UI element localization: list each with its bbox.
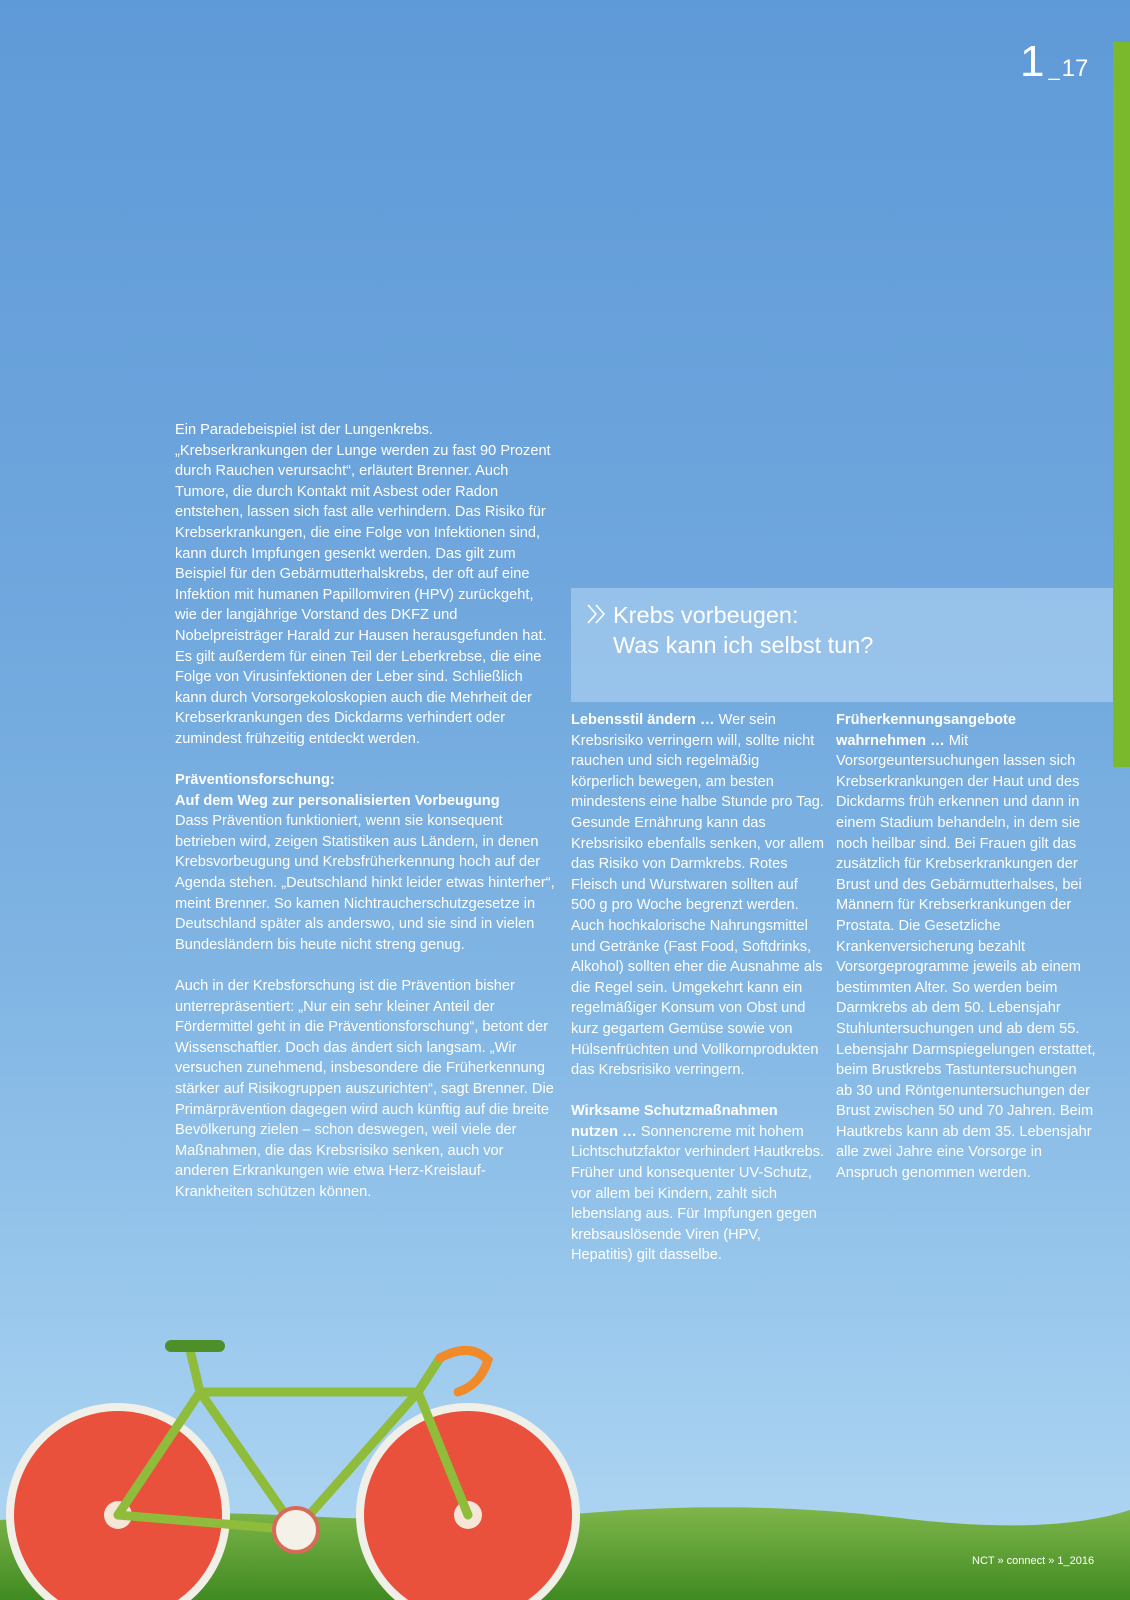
sidebar-column-middle bbox=[571, 710, 826, 1266]
sidebar-title-line-2: Was kann ich selbst tun? bbox=[613, 632, 874, 658]
tip-screening-lead: Früherkennungsangebote wahrnehmen … bbox=[836, 712, 1017, 749]
vegetable-bicycle-illustration bbox=[0, 1330, 600, 1600]
section-heading bbox=[175, 770, 557, 811]
page-number-value: 17 bbox=[1061, 55, 1089, 82]
tip-screening bbox=[836, 710, 1096, 1184]
paragraph-research: Auch in der Krebsforschung ist die Prävention bisher unterrepräsentiert: „Nur ein sehr kleiner Anteil der Fördermittel geht in die Präventionsforschung“, betont der Wissenschaftler. Doch das ändert sich langsam. „Wir versuchen zunehmend, insbesondere die Früherkennung stärker auf Risikogruppen auszurichten“, sagt Brenner. Die Primärprävention dagegen wird auch künftig auf die breite Bevölkerung zielen – schon deswegen, weil viele der Maßnahmen, die das Krebsrisiko senken, auch vor anderen Erkrankungen wie etwa Herz-Kreislauf-Krankheiten schützen können. bbox=[175, 978, 554, 1200]
tip-lifestyle-text: Wer sein Krebsrisiko verringern will, sollte nicht rauchen und sich regelmäßig körperlich bewegen, am besten mindestens eine halbe Stunde pro Tag. Gesunde Ernährung kann das Krebsrisiko ebenfalls senken, vor allem das Risiko von Darmkrebs. Rotes Fleisch und Wurstwaren sollten auf 500 g pro Woche begrenzt werden. Auch hochkalorische Nahrungsmittel und Getränke (Fast Food, Softdrinks, Alkohol) sollten eher die Ausnahme als die Regel sein. Umgekehrt kann ein regelmäßiger Konsum von Obst und kurz gegartem Gemüse sowie von Hülsenfrüchten und Vollkornprodukten das Krebsrisiko verringern. bbox=[571, 712, 825, 1079]
tip-protection bbox=[571, 1101, 826, 1266]
footer-issue: NCT » connect » 1_2016 bbox=[972, 1555, 1095, 1567]
tip-lifestyle bbox=[571, 710, 826, 1081]
section-heading-line-2: Auf dem Weg zur personalisierten Vorbeugung bbox=[175, 792, 500, 809]
tip-lifestyle-lead: Lebensstil ändern … bbox=[571, 712, 715, 728]
tip-protection-lead: Wirksame Schutzmaßnahmen nutzen … bbox=[571, 1103, 778, 1140]
sidebar-column-right bbox=[836, 710, 1096, 1184]
tip-screening-text: Mit Vorsorgeuntersuchungen lassen sich Krebserkrankungen der Haut und des Dickdarms früh erkennen und dann in einem Stadium behandeln, in dem sie noch heilbar sind. Bei Frauen gilt das zusätzlich für Krebserkrankungen der Brust und des Gebärmutterhalses, bei Männern für Krebserkrankungen der Prostata. Die Gesetzliche Krankenversicherung bezahlt Vorsorgeprogramme jeweils ab einem bestimmten Alter. So werden beim Darmkrebs ab dem 50. Lebensjahr Stuhluntersuchungen und ab dem 55. Lebensjahr Darmspiegelungen erstattet, beim Brustkrebs Tastuntersuchungen ab 30 und Röntgenuntersuchungen der Brust zwischen 50 und 70 Jahren. Beim Hautkrebs kann ab dem 35. Lebensjahr alle zwei Jahre eine Vorsorge in Anspruch genommen werden. bbox=[836, 732, 1096, 1182]
chapter-number: 1 bbox=[1020, 37, 1045, 86]
page-separator: _ bbox=[1048, 59, 1060, 81]
section-heading-line-1: Präventionsforschung: bbox=[175, 772, 335, 789]
left-column bbox=[175, 420, 557, 1203]
page-number bbox=[1020, 37, 1089, 86]
paragraph-lung-cancer: Ein Paradebeispiel ist der Lungenkrebs. „Krebserkrankungen der Lunge werden zu fast 90 Prozent durch Rauchen verursacht“, erläutert Brenner. Auch Tumore, die durch Kontakt mit Asbest oder Radon entstehen, lassen sich fast alle verhindern. Das Risiko für Krebserkrankungen, die eine Folge von Infektionen sind, kann durch Impfungen gesenkt werden. Das gilt zum Beispiel für den Gebärmutterhalskrebs, der oft auf eine Infektion mit humanen Papillomviren (HPV) zurückgeht, wie der langjährige Vorstand des DKFZ und Nobelpreisträger Harald zur Hausen herausgefunden hat. Es gilt außerdem für einen Teil der Leberkrebse, die eine Folge von Virusinfektionen der Leber sind. Schließlich kann durch Vorsorgekoloskopien auch die Mehrheit der Krebserkrankungen des Dickdarms verhindert oder zumindest frühzeitig entdeckt werden. bbox=[175, 422, 551, 747]
sidebar-title-line-1: Krebs vorbeugen: bbox=[613, 602, 799, 628]
tip-protection-text: Sonnencreme mit hohem Lichtschutzfaktor verhindert Hautkrebs. Früher und konsequenter UV-Schutz, vor allem bei Kindern, zahlt sich lebenslang aus. Für Impfungen gegen krebsauslösende Viren (HPV, Hepatitis) gilt dasselbe. bbox=[571, 1123, 825, 1264]
paragraph-prevention: Dass Prävention funktioniert, wenn sie konsequent betrieben wird, zeigen Statistiken aus Ländern, in denen Krebsvorbeugung und Krebsfrüherkennung hoch auf der Agenda stehen. „Deutschland hinkt leider etwas hinterher“, meint Brenner. So kamen Nichtraucherschutzgesetze in Deutschland später als anderswo, und sie sind in vielen Bundesländern bis heute nicht streng genug. bbox=[175, 813, 555, 953]
accent-bar bbox=[1113, 42, 1130, 767]
double-chevron-right-icon bbox=[585, 602, 609, 626]
sidebar-title bbox=[613, 600, 873, 660]
